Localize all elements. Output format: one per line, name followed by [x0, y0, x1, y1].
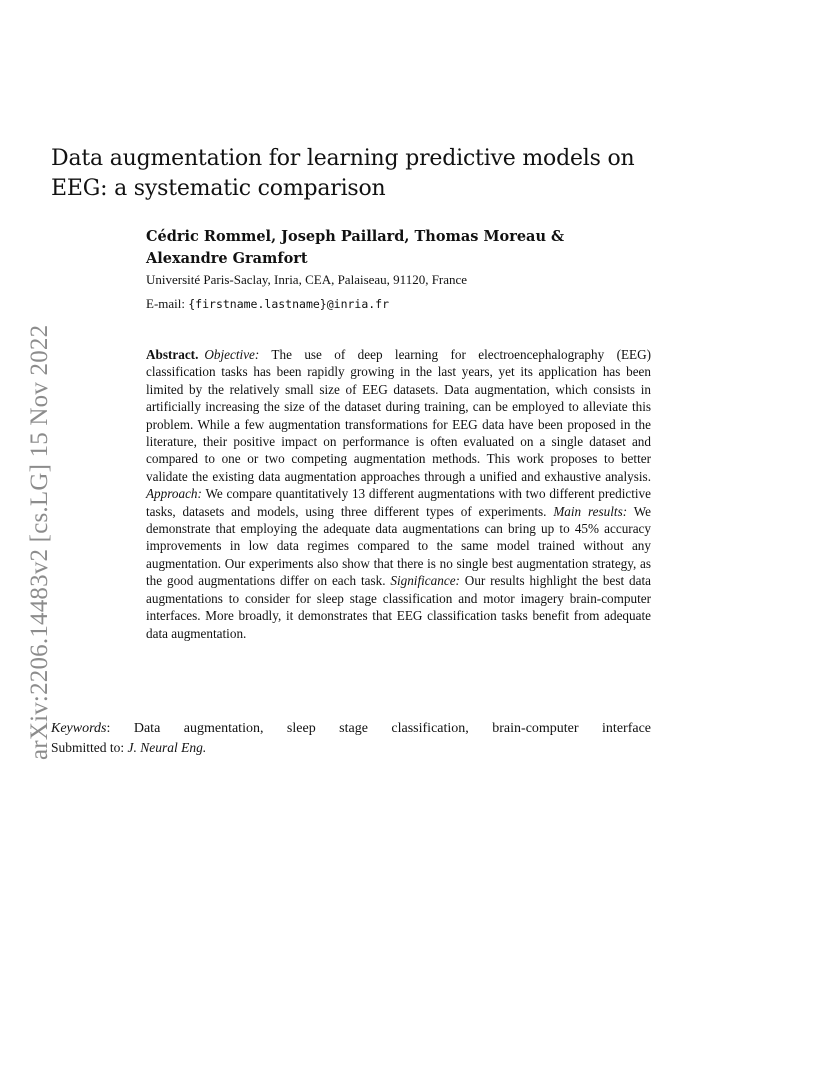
approach-label: Approach:: [146, 486, 202, 502]
submission-note: [51, 739, 651, 757]
objective-label: Objective:: [204, 347, 260, 362]
results-text: We demonstrate that employing the adequate data augmentations can bring up to 45% accuracy improvements in low data regimes compared to the same model trained without any augmentation. Our experiments also show that there is no single best augmentation strategy, as the good augmentations differ on each task.: [146, 503, 651, 589]
email-address: {firstname.lastname}@inria.fr: [188, 297, 390, 311]
submitted-label: Submitted to:: [51, 740, 128, 755]
objective-text: The use of deep learning for electroencephalography (EEG) classification tasks has been rapidly growing in the last years, yet its application has been limited by the relatively small size of EEG datasets. Data augmentation, which consists in artificially increasing the size of the dataset during training, can be employed to alleviate this problem. While a few augmentation transformations for EEG data have been proposed in the literature, their positive impact on performance is often evaluated on a single dataset and compared to one or two competing augmentation methods. This work proposes to better validate the existing data augmentation approaches through a unified and exhaustive analysis.: [146, 347, 651, 484]
keywords-label: Keywords: [51, 721, 107, 736]
significance-label: Significance:: [390, 573, 460, 589]
author-list: Cédric Rommel, Joseph Paillard, Thomas Moreau & Alexandre Gramfort: [146, 228, 565, 267]
author-affiliation: Université Paris-Saclay, Inria, CEA, Palaiseau, 91120, France: [146, 272, 468, 287]
keywords-text: : Data augmentation, sleep stage classification, brain-computer interface: [106, 721, 651, 736]
approach-text: We compare quantitatively 13 different augmentations with two different predictive tasks, datasets and models, using three different types of experiments.: [146, 486, 651, 519]
contact-email: [146, 295, 646, 313]
journal-name: J. Neural Eng.: [127, 740, 207, 755]
significance-text: Our results highlight the best data augmentations to consider for sleep stage classification and motor imagery brain-computer interfaces. More broadly, it demonstrates that EEG classification tasks benefit from adequate data augmentation.: [146, 573, 651, 641]
email-label: E-mail:: [146, 296, 189, 311]
paper-title: Data augmentation for learning predictive models on EEG: a systematic comparison: [51, 146, 635, 201]
abstract-label: Abstract.: [146, 347, 199, 362]
keywords: [51, 720, 651, 738]
arxiv-identifier-stamp: arXiv:2206.14483v2 [cs.LG] 15 Nov 2022: [26, 324, 53, 760]
results-label: Main results:: [553, 503, 628, 519]
abstract: [146, 346, 651, 642]
